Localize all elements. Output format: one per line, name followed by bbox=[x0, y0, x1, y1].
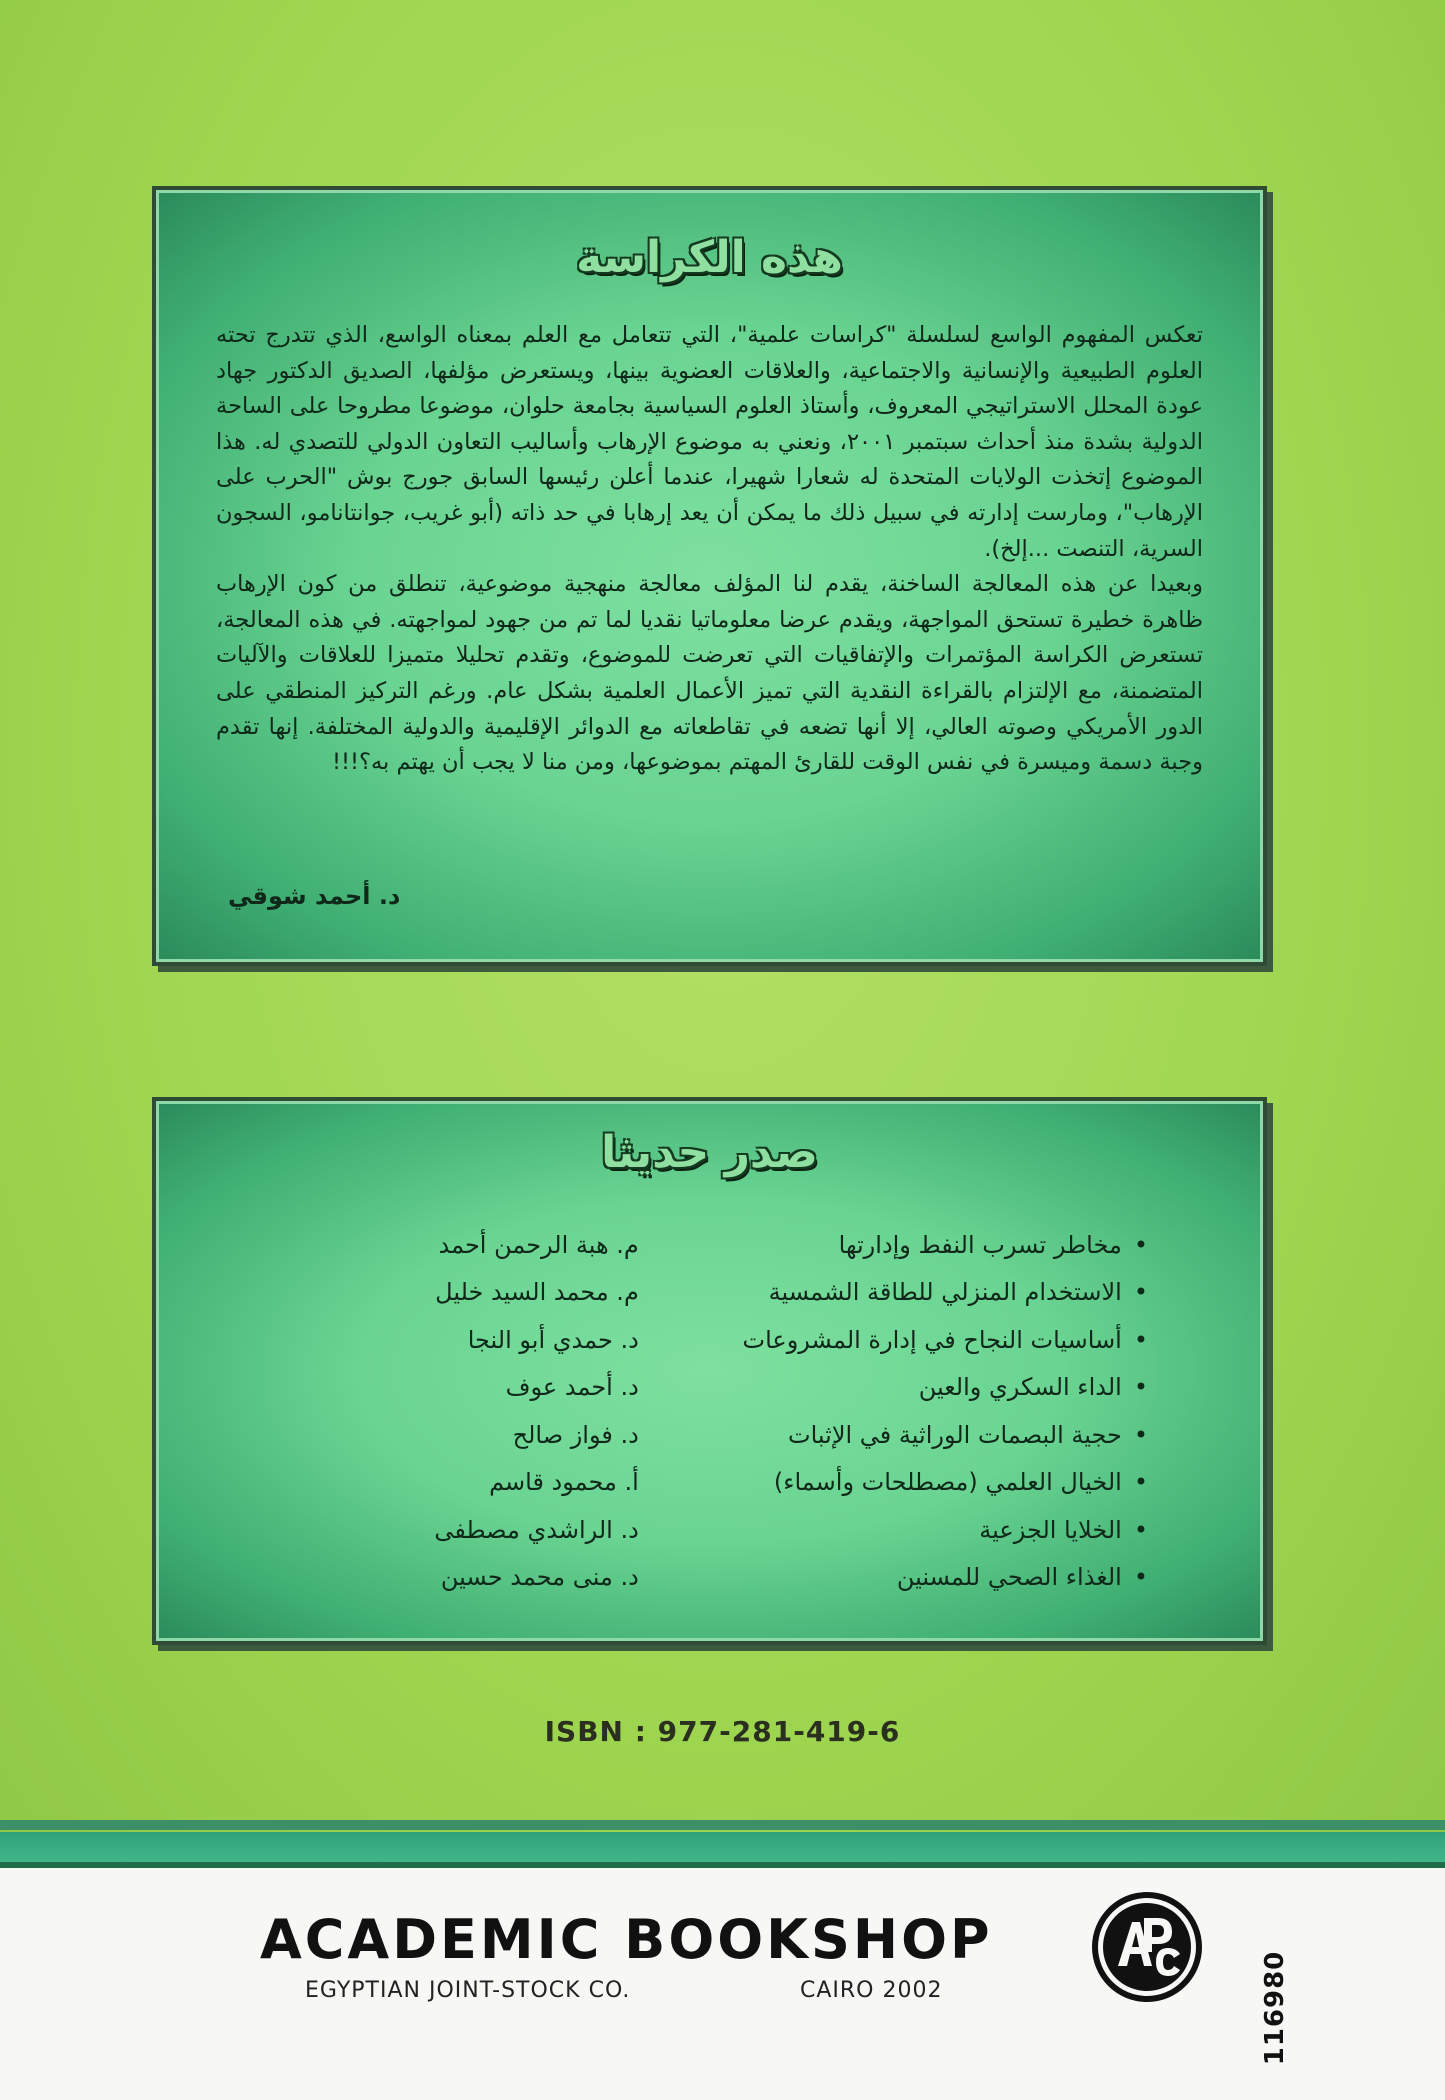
publisher-place-year: CAIRO 2002 bbox=[800, 1978, 943, 2003]
book-author: د. فواز صالح bbox=[512, 1420, 639, 1449]
list-item bbox=[216, 1364, 1148, 1412]
apc-logo-icon bbox=[1088, 1888, 1206, 2006]
publisher-footer bbox=[0, 1868, 1445, 2100]
book-title: • الخلايا الجزعية bbox=[639, 1516, 1148, 1544]
publisher-company: EGYPTIAN JOINT-STOCK CO. bbox=[305, 1978, 631, 2003]
divider-stripe bbox=[0, 1820, 1445, 1830]
isbn: ISBN : 977-281-419-6 bbox=[544, 1715, 901, 1748]
recent-title: صدر حديثا bbox=[601, 1127, 818, 1178]
list-item bbox=[216, 1316, 1148, 1364]
list-item bbox=[216, 1506, 1148, 1554]
list-item bbox=[216, 1269, 1148, 1317]
book-author: م. محمد السيد خليل bbox=[435, 1278, 639, 1307]
book-title: • أساسيات النجاح في إدارة المشروعات bbox=[639, 1326, 1148, 1354]
publisher-name: ACADEMIC BOOKSHOP bbox=[260, 1908, 993, 1971]
about-paragraph-1: تعكس المفهوم الواسع لسلسلة "كراسات علمية"، التي تتعامل مع العلم بمعناه الواسع، الذي تتدرج تحته العلوم الطبيعية والإنسانية والاجتماعية، والعلاقات العضوية بينها، ويستعرض مؤلفها، الصديق الدكتور جهاد عودة المحلل الاستراتيجي المعروف، وأستاذ العلوم السياسية بجامعة حلوان، موضوعا مطروحا على الساحة الدولية بشدة منذ أحداث سبتمبر ٢٠٠١، ونعني به موضوع الإرهاب وأساليب التعاون الدولي للتصدي له. هذا الموضوع إتخذت الولايات المتحدة له شعارا شهيرا، عندما أعلن رئيسها السابق جورج بوش "الحرب على الإرهاب"، ومارست إدارته في سبيل ذلك ما يمكن أن يعد إرهابا في حد ذاته (أبو غريب، جوانتانامو، السجون السرية، التنصت ...إلخ). bbox=[216, 322, 1203, 562]
about-title: هذه الكراسة bbox=[576, 232, 843, 283]
list-item bbox=[216, 1411, 1148, 1459]
book-title: • حجية البصمات الوراثية في الإثبات bbox=[639, 1421, 1148, 1449]
list-item bbox=[216, 1221, 1148, 1269]
book-title: • مخاطر تسرب النفط وإدارتها bbox=[639, 1231, 1148, 1259]
book-author: د. أحمد عوف bbox=[505, 1373, 639, 1402]
about-paragraph-2: وبعيدا عن هذه المعالجة الساخنة، يقدم لنا المؤلف معالجة منهجية موضوعية، تنطلق من كون الإرهاب ظاهرة خطيرة تستحق المواجهة، ويقدم عرضا معلوماتيا نقديا لما تم من جهود لمواجهته. في هذه المعالجة، تستعرض الكراسة المؤتمرات والإتفاقيات التي تعرضت للموضوع، وتقدم تحليلا متميزا للعلاقات والآليات المتضمنة، مع الإلتزام بالقراءة النقدية التي تميز الأعمال العلمية بشكل عام. ورغم التركيز المنطقي على الدور الأمريكي وصوته العالي، إلا أنها تضعه في تقاطعاته مع الدوائر الإقليمية والدولية المختلفة. إنها تقدم وجبة دسمة وميسرة في نفس الوقت للقارئ المهتم بموضوعها، ومن منا لا يجب أن يهتم به؟!!! bbox=[216, 571, 1203, 776]
about-panel bbox=[152, 186, 1267, 966]
book-author: د. الراشدي مصطفى bbox=[434, 1515, 639, 1544]
about-text bbox=[216, 318, 1203, 781]
about-author: د. أحمد شوقي bbox=[228, 882, 401, 910]
list-item bbox=[216, 1554, 1148, 1602]
book-title: • الغذاء الصحي للمسنين bbox=[639, 1563, 1148, 1591]
book-title: • الداء السكري والعين bbox=[639, 1373, 1148, 1401]
book-author: د. منى محمد حسين bbox=[440, 1563, 639, 1592]
recent-panel bbox=[152, 1097, 1267, 1645]
book-author: د. حمدي أبو النجا bbox=[467, 1325, 639, 1354]
book-author: أ. محمود قاسم bbox=[489, 1468, 639, 1497]
book-title: • الاستخدام المنزلي للطاقة الشمسية bbox=[639, 1278, 1148, 1306]
book-author: م. هبة الرحمن أحمد bbox=[438, 1230, 639, 1259]
catalog-code-text: 116980 bbox=[1260, 1950, 1290, 2066]
book-title: • الخيال العلمي (مصطلحات وأسماء) bbox=[639, 1468, 1148, 1496]
recent-list bbox=[216, 1221, 1148, 1601]
catalog-code bbox=[1255, 1928, 1295, 2088]
divider-stripe bbox=[0, 1832, 1445, 1862]
list-item bbox=[216, 1459, 1148, 1507]
